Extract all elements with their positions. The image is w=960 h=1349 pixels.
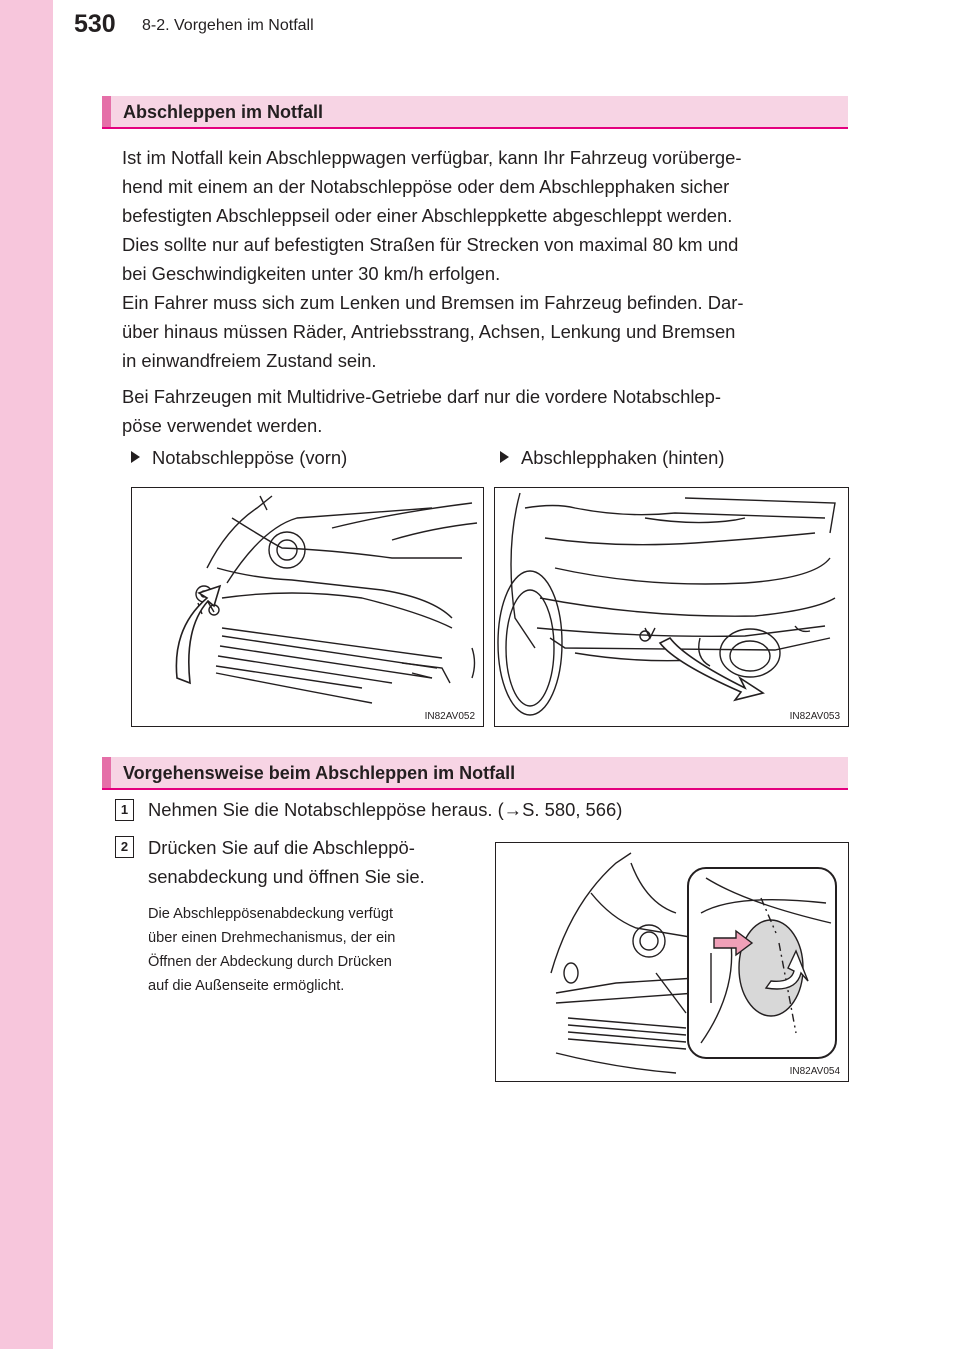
step-2-text-line-2: senabdeckung und öffnen Sie sie. [148,866,425,887]
text-line: Ist im Notfall kein Abschleppwagen verfügbar, kann Ihr Fahrzeug vorüberge- [122,147,742,168]
section-accent-bar [102,757,111,788]
caption-rear [500,447,724,469]
figure-code: IN82AV053 [789,711,840,722]
step-2-note-line: Öffnen der Abdeckung durch Drücken [148,954,392,970]
step-1-text: Nehmen Sie die Notabschleppöse heraus. (→S. 580, 566) [148,799,623,820]
text-line: pöse verwendet werden. [122,415,323,436]
step-2-text-line-1: Drücken Sie auf die Abschleppö- [148,837,415,858]
caption-front-label: Notabschleppöse (vorn) [152,447,348,468]
text-line: hend mit einem an der Notabschleppöse oder dem Abschlepphaken sicher [122,176,730,197]
figure-front-towing-eye [131,487,484,727]
text-line: bei Geschwindigkeiten unter 30 km/h erfolgen. [122,263,501,284]
section-header-abschleppen [102,96,848,129]
page-number: 530 [74,10,116,38]
step-2-note-line: auf die Außenseite ermöglicht. [148,978,345,994]
text-line: Bei Fahrzeugen mit Multidrive-Getriebe darf nur die vordere Notabschlep- [122,386,721,407]
section-title: Abschleppen im Notfall [123,102,324,122]
section-accent-bar [102,96,111,127]
text-line: Ein Fahrer muss sich zum Lenken und Bremsen im Fahrzeug befinden. Dar- [122,292,744,313]
text-line: über hinaus müssen Räder, Antriebsstrang, Achsen, Lenkung und Bremsen [122,321,736,342]
caption-front [131,447,347,469]
step-2-note-line: über einen Drehmechanismus, der ein [148,930,396,946]
triangle-bullet-icon [500,451,509,463]
figure-towing-eye-cover [495,842,849,1082]
figure-code: IN82AV054 [789,1066,840,1077]
section-title: Vorgehensweise beim Abschleppen im Notfall [123,763,516,783]
text-line: befestigten Abschleppseil oder einer Abschleppkette abgeschleppt werden. [122,205,733,226]
caption-rear-label: Abschlepphaken (hinten) [521,447,725,468]
step-2-note-line: Die Abschleppösenabdeckung verfügt [148,906,394,922]
section-header-vorgehensweise [102,757,848,790]
figure-code: IN82AV052 [424,711,475,722]
figure-rear-towing-hook [494,487,849,727]
text-line: in einwandfreiem Zustand sein. [122,350,377,371]
chapter-title: 8-2. Vorgehen im Notfall [142,17,314,34]
text-line: Dies sollte nur auf befestigten Straßen für Strecken von maximal 80 km und [122,234,739,255]
step-number-box: 2 [115,836,134,858]
side-band [0,0,53,1349]
triangle-bullet-icon [131,451,140,463]
step-number-box: 1 [115,799,134,821]
